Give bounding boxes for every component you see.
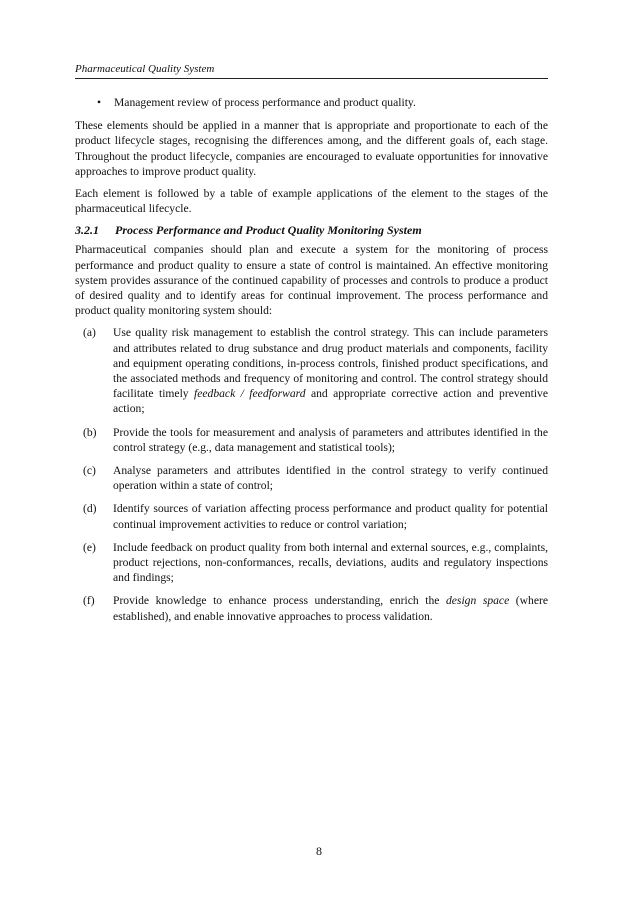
list-text-part: Use quality risk management to establish the control strategy. This can include parameters and attributes related to drug substance and drug product materials and components, facility and equipment operating conditions, in-process controls, finished product specifications, and the associated methods and frequency of monitoring and control. The control strategy should facilitate timely <box>113 326 548 401</box>
list-label: (d) <box>83 502 97 516</box>
running-header: Pharmaceutical Quality System <box>75 63 548 79</box>
list-label: (c) <box>83 464 96 478</box>
emphasis-term: feedback / feedforward <box>194 387 306 401</box>
paragraph-elements-application: These elements should be applied in a manner that is appropriate and proportionate to each of the product lifecycle stages, recognising the differences among, and the different goals of, each stage. Throughout the product lifecycle, companies are encouraged to evaluate opportunities for innovative approaches to improve product quality. <box>75 119 548 178</box>
list-item-d <box>75 501 548 531</box>
list-label: (b) <box>83 425 97 439</box>
list-text-part: (where established), and enable innovative approaches to process validation. <box>113 594 548 623</box>
emphasis-term: design space <box>445 594 510 608</box>
list-text-part: and appropriate corrective action and preventive action; <box>113 387 548 416</box>
list-text: Provide the tools for measurement and analysis of parameters and attributes identified in the control strategy (e.g., data management and statistical tools); <box>113 425 548 454</box>
list-text: Analyse parameters and attributes identified in the control strategy to verify continued operation within a state of control; <box>113 464 548 493</box>
document-body <box>75 95 548 632</box>
list-text: Identify sources of variation affecting process performance and product quality for potential continual improvement activities to reduce or control variation; <box>113 502 548 531</box>
paragraph-table-note: Each element is followed by a table of example applications of the element to the stages of the pharmaceutical lifecycle. <box>75 187 548 216</box>
list-text-part: Provide knowledge to enhance process understanding, enrich the <box>113 594 446 608</box>
list-text: Include feedback on product quality from both internal and external sources, e.g., complaints, product rejections, non-conformances, recalls, deviations, audits and regulatory inspections and findings; <box>113 540 548 585</box>
section-heading <box>75 223 548 238</box>
list-label: (e) <box>83 540 96 554</box>
list-text <box>113 325 548 416</box>
list-item-a <box>75 325 548 416</box>
section-number: 3.2.1 <box>75 223 99 238</box>
section-intro: Pharmaceutical companies should plan and execute a system for the monitoring of process performance and product quality to ensure a state of control is maintained. An effective monitoring system provides assurance of the continued capability of processes and controls to produce a product of desired quality and to identify areas for continual improvement. The process performance and product quality monitoring system should: <box>75 243 548 318</box>
page-number: 8 <box>316 844 322 858</box>
section-title: Process Performance and Product Quality Monitoring System <box>115 223 422 238</box>
list-item-e <box>75 540 548 586</box>
list-item-c <box>75 463 548 493</box>
list-text <box>113 593 548 623</box>
list-item-f <box>75 593 548 623</box>
bullet-text: Management review of process performance and product quality. <box>114 96 416 109</box>
list-label: (f) <box>83 594 95 608</box>
bullet-symbol: • <box>97 96 102 109</box>
bullet-item <box>97 95 548 110</box>
list-label: (a) <box>83 326 96 340</box>
list-item-b <box>75 425 548 455</box>
